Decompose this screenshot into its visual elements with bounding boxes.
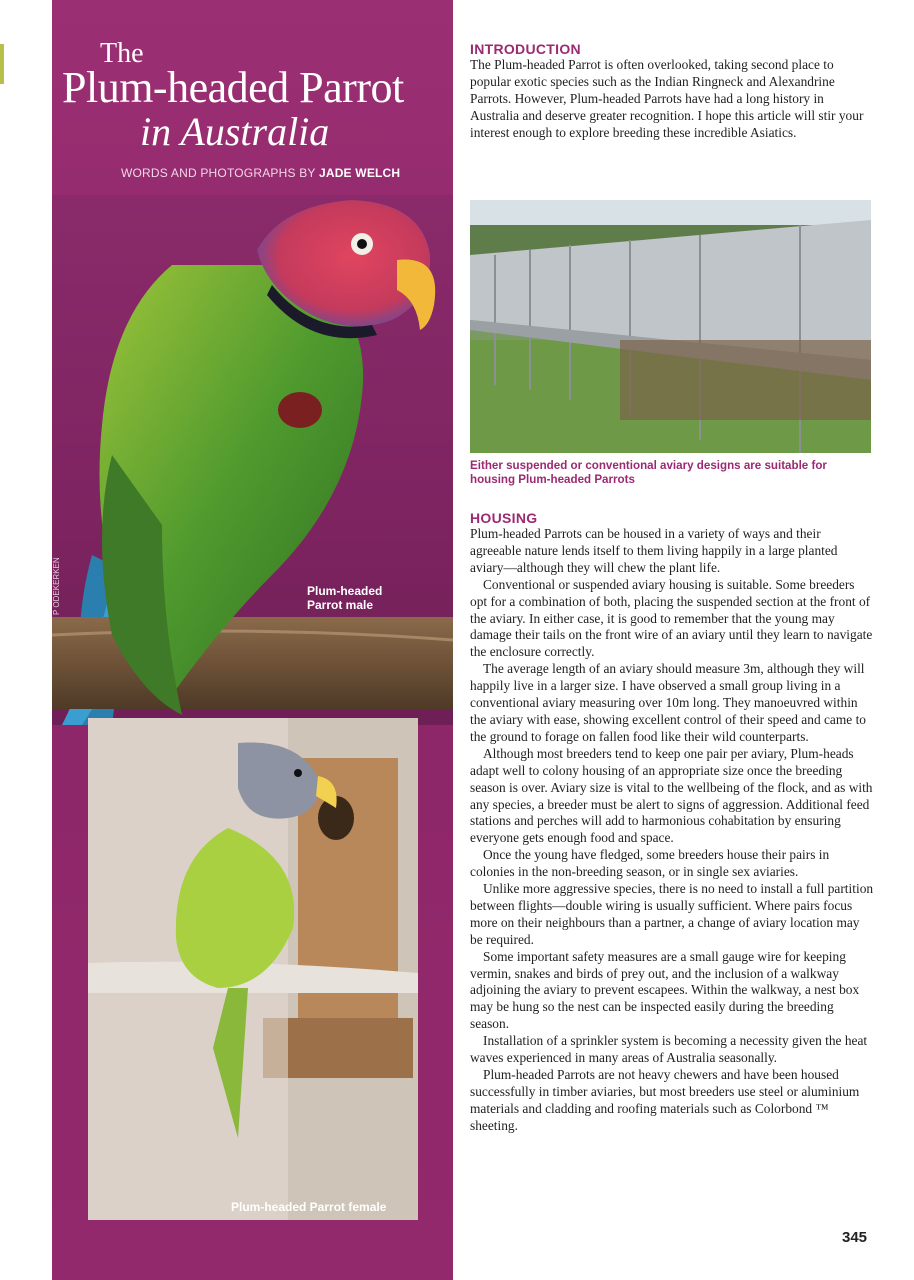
introduction-heading: INTRODUCTION (470, 41, 581, 57)
photo-female-parrot (88, 718, 418, 1220)
housing-paragraph: Although most breeders tend to keep one pair per aviary, Plum-heads adapt well to colony housing of an appropriate size once the breeding season is over. Aviary size is vital to the wellbeing of the flock, and as with any species, a breeder must be alert to signs of aggression. Additional feed stations and perches will add to harmonious cohabitation by ensuring everyone gets enough food and space. (470, 745, 873, 846)
photo-male-parrot (52, 195, 453, 725)
housing-paragraph: Plum-headed Parrots are not heavy chewers and have been housed successfully in timber aviaries, but most breeders use steel or aluminium materials and cladding and roofing materials such as Colorbond ™ sheeting. (470, 1067, 860, 1133)
title-line-2: Plum-headed Parrot (62, 63, 404, 112)
housing-body (470, 526, 874, 1135)
housing-paragraph: Once the young have fledged, some breeders house their pairs in colonies in the non-breeding season, or in single sex aviaries. (470, 847, 830, 880)
housing-paragraph: Some important safety measures are a small gauge wire for keeping vermin, snakes and birds of prey out, and the inclusion of a walkway adjoining the aviary to prevent escapees. Within the walkway, a nest box may be hung so the nest can be inspected easily during the breeding season. (470, 948, 860, 1032)
housing-paragraph: Conventional or suspended aviary housing is suitable. Some breeders opt for a combination of both, placing the suspended section at the front of the aviary. In either case, it is good to remember that the young may damage their tails on the front wire of an aviary until they learn to navigate the enclosure correctly. (470, 576, 873, 660)
housing-paragraph: Plum-headed Parrots can be housed in a variety of ways and their agreeable nature lends itself to them living happily in a large planted aviary—although they will chew the plant life. (470, 526, 838, 575)
title-line-1: The (100, 38, 144, 69)
caption-male: Plum-headed Parrot male (307, 584, 383, 612)
male-parrot-illustration (52, 195, 453, 725)
housing-paragraph: Installation of a sprinkler system is becoming a necessity given the heat waves experienced in many areas of Australia seasonally. (470, 1033, 868, 1066)
caption-aviary: Either suspended or conventional aviary designs are suitable for housing Plum-headed Parrots (470, 459, 827, 486)
photo-credit: P ODEKERKEN (52, 557, 61, 615)
title-line-3: in Australia (140, 109, 330, 154)
female-parrot-illustration (88, 718, 418, 1220)
byline-prefix: WORDS AND PHOTOGRAPHS BY (121, 166, 316, 180)
housing-paragraph: Unlike more aggressive species, there is no need to install a full partition between flights—double wiring is usually sufficient. Where pairs focus more on their neighbours than a partner, a change of aviary location may be required. (470, 881, 874, 947)
edge-tab (0, 44, 4, 84)
housing-paragraph: The average length of an aviary should measure 3m, although they will happily live in a larger size. I have observed a small group living in a conventional aviary measuring over 10m long. They manoeuvred within the aviary with ease, showing excellent control of their speed and came to the ground to forage on fallen food like their wild counterparts. (470, 661, 866, 744)
caption-female: Plum-headed Parrot female (231, 1200, 387, 1214)
housing-heading: HOUSING (470, 510, 538, 526)
housing-section (470, 510, 874, 1135)
introduction-paragraph: The Plum-headed Parrot is often overlooked, taking second place to popular exotic species such as the Indian Ringneck and Alexandrine Parrots. However, Plum-headed Parrots have had a long history in Australia and deserve greater recognition. I hope this article will stir your interest enough to explore breeding these incredible Asiatics. (470, 57, 864, 140)
introduction-body (470, 57, 874, 142)
page-number: 345 (842, 1229, 868, 1246)
photo-aviary (470, 200, 871, 453)
byline (121, 166, 400, 180)
aviary-illustration (470, 200, 871, 453)
byline-author: JADE WELCH (318, 166, 401, 180)
introduction-section (470, 41, 874, 142)
